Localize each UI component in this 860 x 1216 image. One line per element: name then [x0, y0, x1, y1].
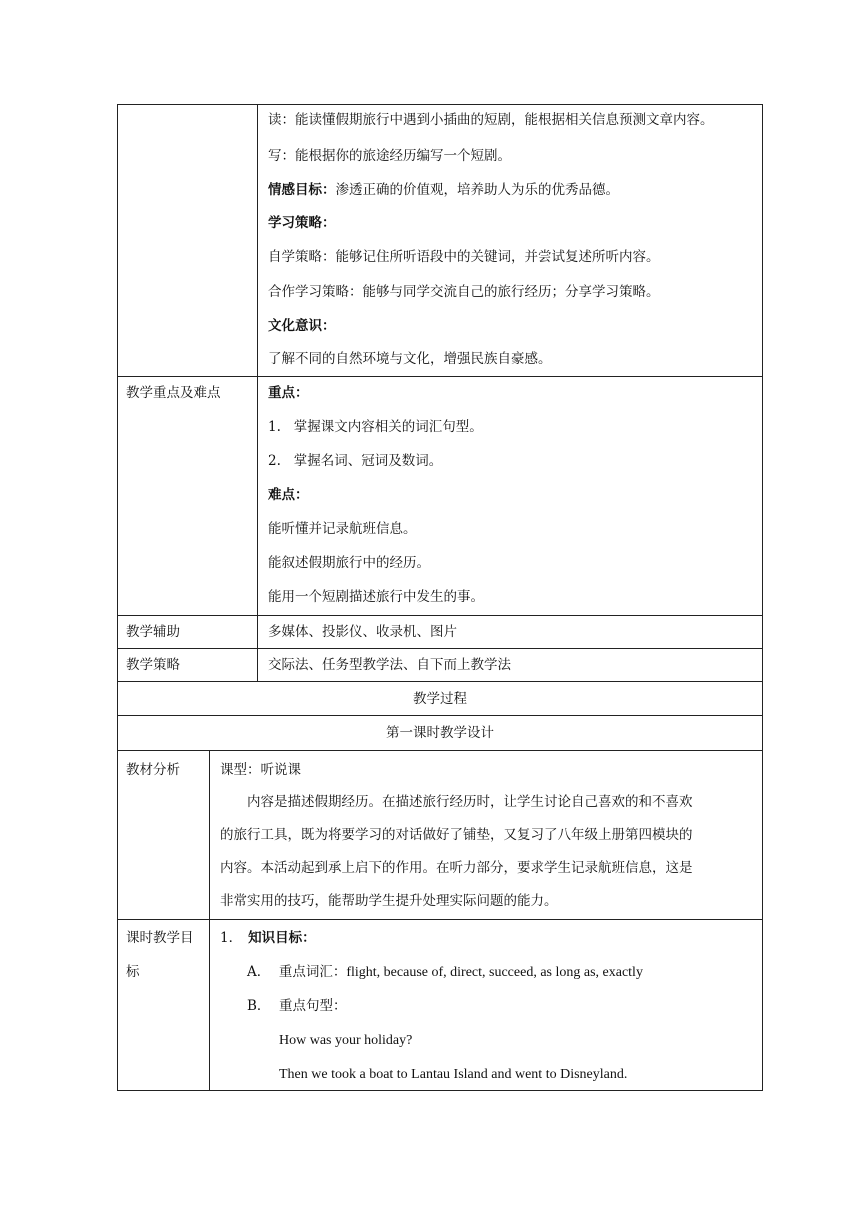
- goals-self-study: 自学策略：能够记住所听语段中的关键词，并尝试复述所听内容。: [268, 249, 660, 265]
- goals-writing: 写：能根据你的旅途经历编写一个短剧。: [268, 148, 511, 164]
- key-sentence: How was your holiday?: [279, 1033, 413, 1048]
- lesson1-title: 第一课时教学设计: [386, 725, 494, 741]
- difficulties-heading: 难点：: [268, 487, 309, 503]
- row-separator: [117, 648, 763, 649]
- goals-culture-text: 了解不同的自然环境与文化，增强民族自豪感。: [268, 351, 552, 367]
- strategy-label: 教学策略: [126, 657, 180, 673]
- emotion-text: 渗透正确的价值观，培养助人为乐的优秀品德。: [335, 182, 619, 198]
- analysis-paragraph-line: 非常实用的技巧，能帮助学生提升处理实际问题的能力。: [220, 893, 558, 909]
- keypoint-item: 1. 掌握课文内容相关的词汇句型。: [268, 419, 483, 435]
- key-sentences-label: B． 重点句型：: [247, 998, 347, 1014]
- keypoints-heading: 重点：: [268, 385, 309, 401]
- strategy-value: 交际法、任务型教学法、自下而上教学法: [268, 657, 511, 673]
- goals-emotion: [268, 180, 619, 200]
- keypoint-item: 2. 掌握名词、冠词及数词。: [268, 453, 443, 469]
- analysis-label: 教材分析: [126, 762, 180, 778]
- emotion-label: 情感目标：: [268, 182, 336, 198]
- analysis-paragraph-line: 内容。本活动起到承上启下的作用。在听力部分，要求学生记录航班信息，这是: [220, 860, 693, 876]
- keypoints-label: 教学重点及难点: [126, 385, 221, 401]
- row-separator: [117, 376, 763, 377]
- row-separator: [117, 919, 763, 920]
- goals-strategy-heading: 学习策略：: [268, 215, 336, 231]
- key-vocabulary: [247, 962, 643, 983]
- difficulty-item: 能用一个短剧描述旅行中发生的事。: [268, 589, 484, 605]
- row-separator: [117, 615, 763, 616]
- goals-cooperative: 合作学习策略：能够与同学交流自己的旅行经历；分享学习策略。: [268, 284, 660, 300]
- process-title: 教学过程: [413, 691, 467, 707]
- objectives-label-line2: 标: [126, 964, 140, 980]
- lesson-type: 课型：听说课: [220, 762, 301, 778]
- lower-table-divider: [209, 750, 210, 1091]
- difficulty-item: 能叙述假期旅行中的经历。: [268, 555, 430, 571]
- objectives-label-line1: 课时教学目: [126, 930, 194, 946]
- key-sentence: Then we took a boat to Lantau Island and went to Disneyland.: [279, 1067, 628, 1082]
- aids-label: 教学辅助: [126, 624, 180, 640]
- goals-culture-heading: 文化意识：: [268, 318, 336, 334]
- analysis-paragraph-line: 内容是描述假期经历。在描述旅行经历时，让学生讨论自己喜欢的和不喜欢: [247, 794, 693, 810]
- goals-reading: 读：能读懂假期旅行中遇到小插曲的短剧，能根据相关信息预测文章内容。: [268, 112, 714, 128]
- knowledge-objective: [220, 928, 316, 948]
- upper-table-divider: [257, 104, 258, 682]
- item-number: 1．: [220, 930, 243, 946]
- knowledge-objective-title: 知识目标：: [248, 930, 316, 946]
- vocabulary-words: flight, because of, direct, succeed, as long as, exactly: [346, 965, 643, 980]
- aids-value: 多媒体、投影仪、收录机、图片: [268, 624, 457, 640]
- difficulty-item: 能听懂并记录航班信息。: [268, 521, 417, 537]
- analysis-paragraph-line: 的旅行工具，既为将要学习的对话做好了铺垫，又复习了八年级上册第四模块的: [220, 827, 693, 843]
- vocabulary-label: A． 重点词汇：: [247, 964, 347, 980]
